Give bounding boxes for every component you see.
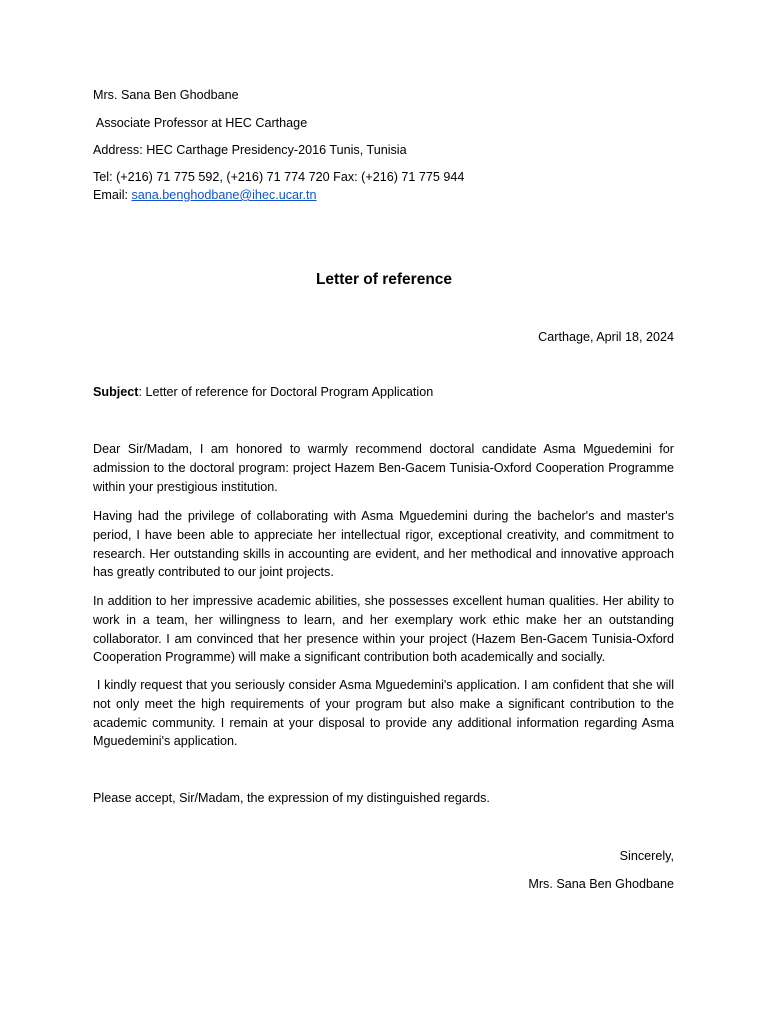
email-label: Email: (93, 188, 132, 202)
letter-title: Letter of reference (315, 271, 453, 288)
subject-label: Subject (93, 385, 139, 399)
sender-position: Associate Professor at HEC Carthage (93, 116, 308, 130)
body-paragraph-4: I kindly request that you seriously consider Asma Mguedemini's application. I am confident that she will not only meet the high requirements of your program but also make a significant contribution to the academic community. I remain at your disposal to provide any additional information regarding Asma Mguedemini's application. (93, 678, 678, 749)
subject-text: : Letter of reference for Doctoral Program Application (138, 385, 434, 399)
email-link[interactable]: sana.benghodbane@ihec.ucar.tn (131, 188, 317, 202)
letter-date: Carthage, April 18, 2024 (538, 330, 674, 344)
signoff-sincerely: Sincerely, (619, 849, 674, 863)
signoff-name: Mrs. Sana Ben Ghodbane (528, 877, 674, 891)
sender-name: Mrs. Sana Ben Ghodbane (93, 88, 239, 102)
body-paragraph-3: In addition to her impressive academic abilities, she possesses excellent human qualities. Her ability to work in a team, her willingness to learn, and her exemplary work ethic make her an outstanding collaborator. I am convinced that her presence within your project (Hazem Ben-Gacem Tunisia-Oxford Cooperation Programme) will make a significant contribution both academically and socially. (93, 594, 674, 665)
closing-sentence: Please accept, Sir/Madam, the expression of my distinguished regards. (93, 791, 490, 805)
sender-email-line (93, 187, 317, 203)
body-paragraph-1: Dear Sir/Madam, I am honored to warmly recommend doctoral candidate Asma Mguedemini for admission to the doctoral program: project Hazem Ben-Gacem Tunisia-Oxford Cooperation Programme within your prestigious institution. (93, 442, 674, 494)
subject-line (93, 384, 433, 400)
sender-address: Address: HEC Carthage Presidency-2016 Tunis, Tunisia (93, 143, 407, 157)
sender-phone: Tel: (+216) 71 775 592, (+216) 71 774 720 Fax: (+216) 71 775 944 (93, 170, 465, 184)
body-paragraph-2: Having had the privilege of collaborating with Asma Mguedemini during the bachelor's and master's period, I have been able to appreciate her intellectual rigor, exceptional creativity, and commitment to research. Her outstanding skills in accounting are evident, and her methodical and innovative approach has greatly contributed to our joint projects. (93, 509, 674, 580)
